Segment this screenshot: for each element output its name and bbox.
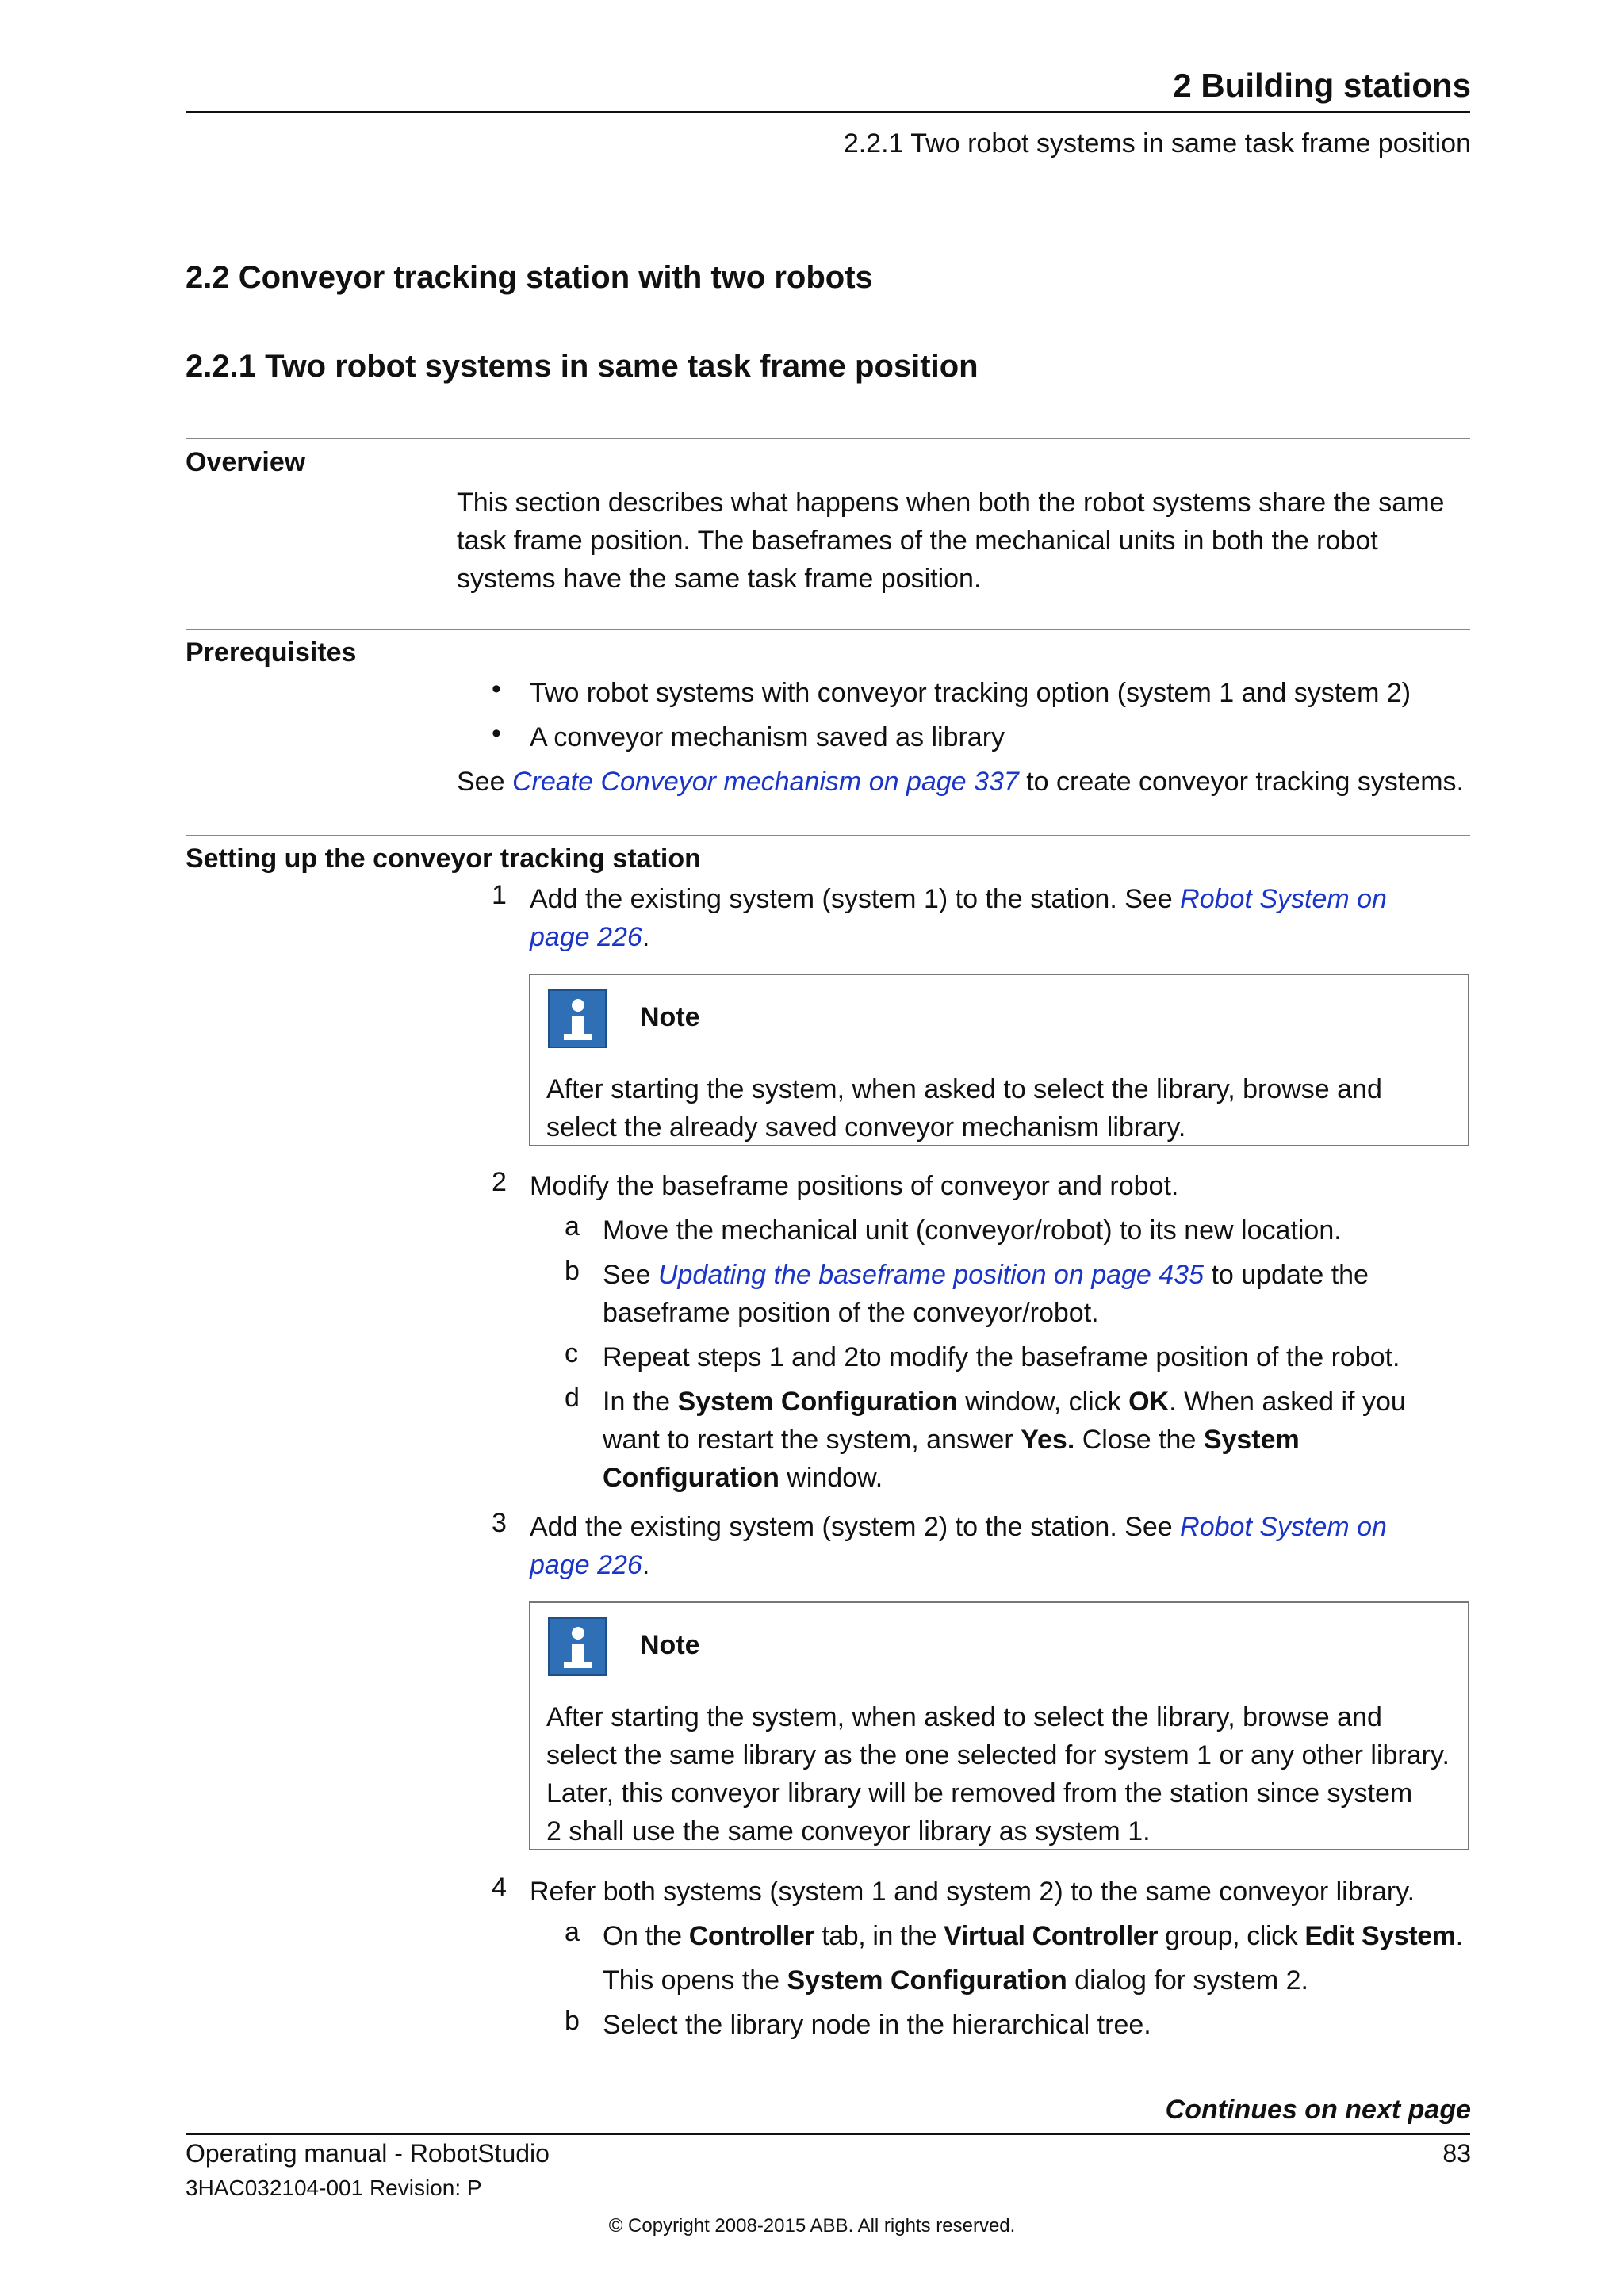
continues-note: Continues on next page: [1165, 2095, 1471, 2125]
footer-rule: [186, 2133, 1470, 2135]
step-2d-line-1: [603, 1383, 1406, 1421]
note-1-line-1: After starting the system, when asked to select the library, browse and: [546, 1074, 1382, 1104]
ui-term: Edit System: [1304, 1921, 1456, 1951]
step-2-text: Modify the baseframe positions of conveyor and robot.: [530, 1171, 1179, 1201]
see-suffix: to create conveyor tracking systems.: [1018, 767, 1464, 797]
step-1-period: .: [642, 922, 650, 952]
footer-page-number: 83: [1442, 2139, 1471, 2168]
prerequisites-label: Prerequisites: [186, 637, 357, 668]
step-3-line-2: [530, 1546, 649, 1584]
note-title: Note: [640, 1002, 700, 1032]
text-run: window, click: [957, 1387, 1129, 1417]
prerequisites-rule: [186, 629, 1470, 630]
text-run: want to restart the system, answer: [603, 1425, 1021, 1455]
step-1-line-1: [530, 880, 1387, 918]
note-title: Note: [640, 1630, 700, 1660]
text-run: tab, in the: [814, 1921, 944, 1951]
note-2-line-3: Later, this conveyor library will be removed from the station since system: [546, 1778, 1413, 1808]
text-run: dialog for system 2.: [1067, 1965, 1308, 1996]
overview-text: This section describes what happens when both the robot systems share the same task frame position. The baseframes of the mechanical units in both the robot systems have the same task frame position.: [457, 488, 1445, 594]
text-run: . When asked if you: [1169, 1387, 1406, 1417]
ui-term: Virtual Controller: [944, 1921, 1159, 1951]
heading-2: 2.2 Conveyor tracking station with two robots: [186, 260, 873, 295]
ui-term: System Configuration: [787, 1965, 1067, 1996]
page-226-link[interactable]: page 226: [530, 1550, 642, 1580]
info-icon: [548, 1617, 607, 1676]
substep-letter: a: [565, 1211, 580, 1242]
note-2-line-4: 2 shall use the same conveyor library as system 1.: [546, 1816, 1151, 1846]
note-box-1: [529, 974, 1469, 1146]
step-2b-line-2: baseframe position of the conveyor/robot.: [603, 1298, 1099, 1328]
text-run: On the: [603, 1921, 689, 1951]
text-run: Close the: [1074, 1425, 1204, 1455]
setup-label: Setting up the conveyor tracking station: [186, 844, 701, 874]
header-rule: [186, 111, 1470, 113]
prereq-bullet-2: A conveyor mechanism saved as library: [530, 722, 1005, 752]
step-4a-line-1: [603, 1917, 1463, 1955]
updating-baseframe-link[interactable]: Updating the baseframe position on page 435: [657, 1260, 1205, 1290]
step-number: 3: [492, 1508, 507, 1538]
step-2b-line-1: [603, 1256, 1369, 1294]
text-run: This opens the: [603, 1965, 787, 1996]
robot-system-link[interactable]: Robot System on: [1180, 1512, 1387, 1542]
heading-3: 2.2.1 Two robot systems in same task frame position: [186, 349, 979, 384]
step-2a-text: Move the mechanical unit (conveyor/robot) to its new location.: [603, 1215, 1342, 1246]
step-number: 1: [492, 880, 507, 910]
see-prefix: See: [457, 767, 512, 797]
note-1-line-2: select the already saved conveyor mechanism library.: [546, 1112, 1186, 1142]
info-icon: [548, 989, 607, 1048]
prereq-see-line: [457, 763, 1464, 801]
ui-term: Configuration: [603, 1463, 779, 1493]
step-1-text: Add the existing system (system 1) to the station. See: [530, 884, 1181, 914]
substep-letter: d: [565, 1383, 580, 1413]
ui-term: Controller: [688, 1921, 815, 1951]
ui-term: System Configuration: [677, 1387, 958, 1417]
step-number: 2: [492, 1167, 507, 1197]
overview-label: Overview: [186, 447, 306, 477]
page-226-link[interactable]: page 226: [530, 922, 642, 952]
substep-letter: b: [565, 2006, 580, 2036]
step-4-text: Refer both systems (system 1 and system 2) to the same conveyor library.: [530, 1877, 1415, 1907]
create-conveyor-link[interactable]: Create Conveyor mechanism on page 337: [511, 767, 1019, 797]
step-1-line-2: [530, 918, 649, 956]
text-run: In the: [603, 1387, 678, 1417]
step-2b-suffix: to update the: [1204, 1260, 1369, 1290]
robot-system-link[interactable]: Robot System on: [1180, 884, 1387, 914]
text-run: .: [1455, 1921, 1463, 1951]
step-2d-line-3: [603, 1459, 883, 1497]
step-4b-text: Select the library node in the hierarchical tree.: [603, 2010, 1151, 2040]
text-run: group, click: [1158, 1921, 1305, 1951]
substep-letter: a: [565, 1917, 580, 1947]
step-3-period: .: [642, 1550, 650, 1580]
step-2b-prefix: See: [603, 1260, 658, 1290]
note-box-2: [529, 1601, 1469, 1850]
step-number: 4: [492, 1873, 507, 1903]
chapter-header: 2 Building stations: [1173, 67, 1471, 104]
substep-letter: c: [565, 1338, 578, 1368]
setup-rule: [186, 835, 1470, 836]
substep-letter: b: [565, 1256, 580, 1286]
step-3-line-1: [530, 1508, 1387, 1546]
overview-rule: [186, 438, 1470, 439]
ui-term: OK: [1128, 1387, 1170, 1417]
bullet-mark: •: [492, 718, 501, 748]
prereq-bullet-1: Two robot systems with conveyor tracking option (system 1 and system 2): [530, 678, 1411, 708]
footer-manual: Operating manual - RobotStudio: [186, 2139, 550, 2168]
step-2c-text: Repeat steps 1 and 2to modify the baseframe position of the robot.: [603, 1342, 1400, 1372]
step-4a-line-2: [603, 1961, 1308, 1999]
note-2-line-2: select the same library as the one selected for system 1 or any other library.: [546, 1740, 1450, 1770]
step-3-text: Add the existing system (system 2) to the station. See: [530, 1512, 1181, 1542]
section-header: 2.2.1 Two robot systems in same task frame position: [843, 128, 1471, 159]
ui-term: System: [1203, 1425, 1300, 1455]
text-run: window.: [779, 1463, 883, 1493]
ui-term: Yes.: [1021, 1425, 1075, 1455]
footer-doc-id: 3HAC032104-001 Revision: P: [186, 2175, 482, 2200]
bullet-mark: •: [492, 674, 501, 704]
footer-copyright: © Copyright 2008-2015 ABB. All rights reserved.: [608, 2215, 1016, 2237]
step-2d-line-2: [603, 1421, 1300, 1459]
note-2-line-1: After starting the system, when asked to select the library, browse and: [546, 1702, 1382, 1732]
